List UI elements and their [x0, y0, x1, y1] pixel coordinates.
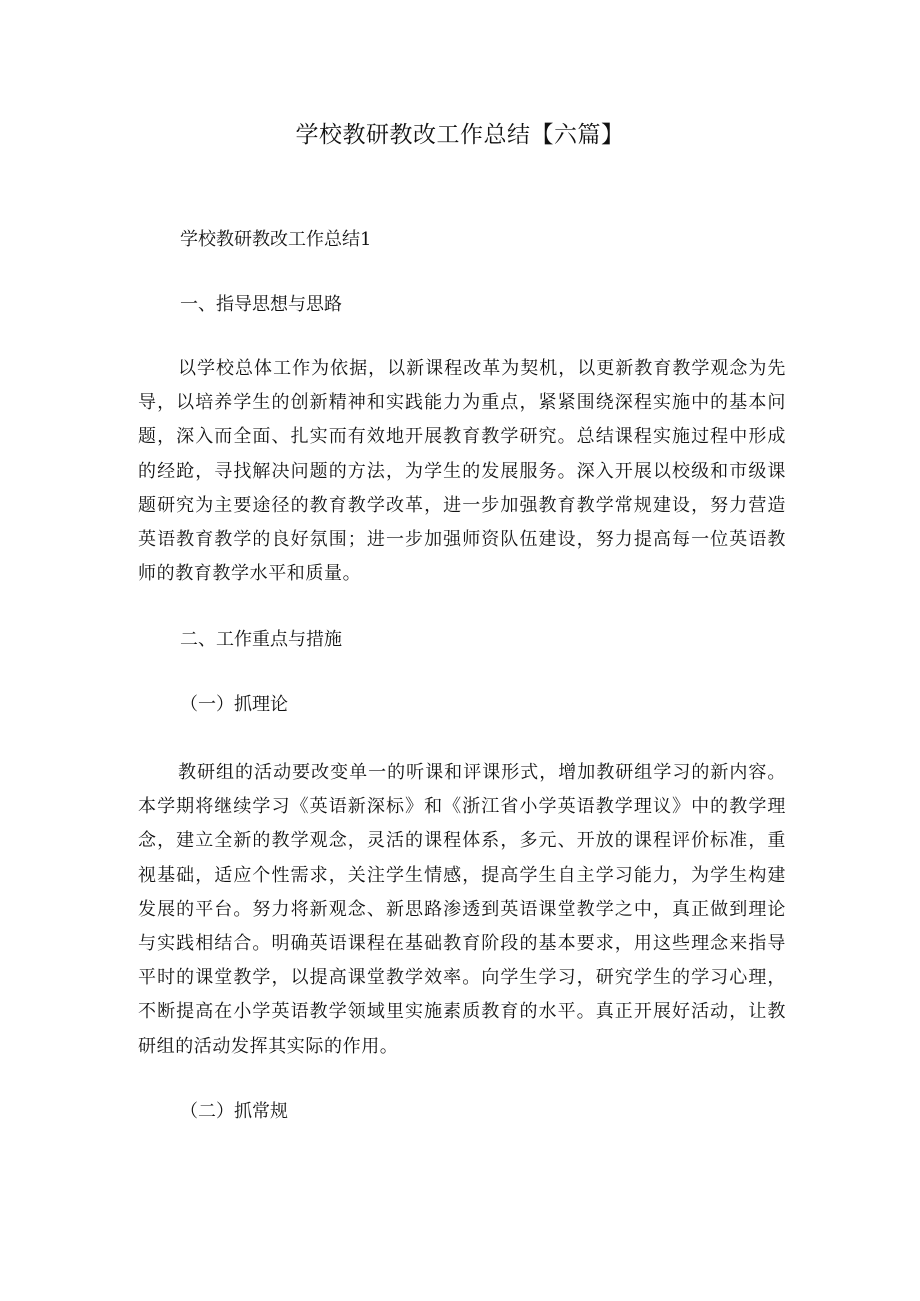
section-1-heading: 一、指导思想与思路: [180, 294, 342, 315]
document-title: 学校教研教改工作总结【六篇】: [295, 122, 625, 148]
subsection-2-heading: （二）抓常规: [180, 1101, 288, 1122]
subsection-1-heading: （一）抓理论: [180, 694, 288, 715]
summary-subtitle: 学校教研教改工作总结1: [180, 229, 372, 250]
section-2-heading: 二、工作重点与措施: [180, 629, 342, 650]
subsection-1-paragraph: 教研组的活动要改变单一的听课和评课形式，增加教研组学习的新内容。本学期将继续学习《英语新深标》和《浙江省小学英语教学理议》中的教学理念，建立全新的教学观念，灵活的课程体系，多元、开放的课程评价标准，重视基础，适应个性需求，关注学生情感，提高学生自主学习能力，为学生构建发展的平台。努力将新观念、新思路渗透到英语课堂教学之中，真正做到理论与实践相结合。明确英语课程在基础教育阶段的基本要求，用这些理念来指导平时的课堂教学，以提高课堂教学效率。向学生学习，研究学生的学习心理，不断提高在小学英语教学领域里实施素质教育的水平。真正开展好活动，让教研组的活动发挥其实际的作用。: [138, 762, 786, 1057]
section-1-paragraph: 以学校总体工作为依据，以新课程改革为契机，以更新教育教学观念为先导，以培养学生的创新精神和实践能力为重点，紧紧围绕深程实施中的基本问题，深入而全面、扎实而有效地开展教育教学研究。总结课程实施过程中形成的经跄，寻找解决问题的方法，为学生的发展服务。深入开展以校级和市级课题研究为主要途径的教育教学改革，进一步加强教育教学常规建设，努力营造英语教育教学的良好氛围；进一步加强师资队伍建设，努力提高每一位英语教师的教育教学水平和质量。: [138, 358, 786, 585]
